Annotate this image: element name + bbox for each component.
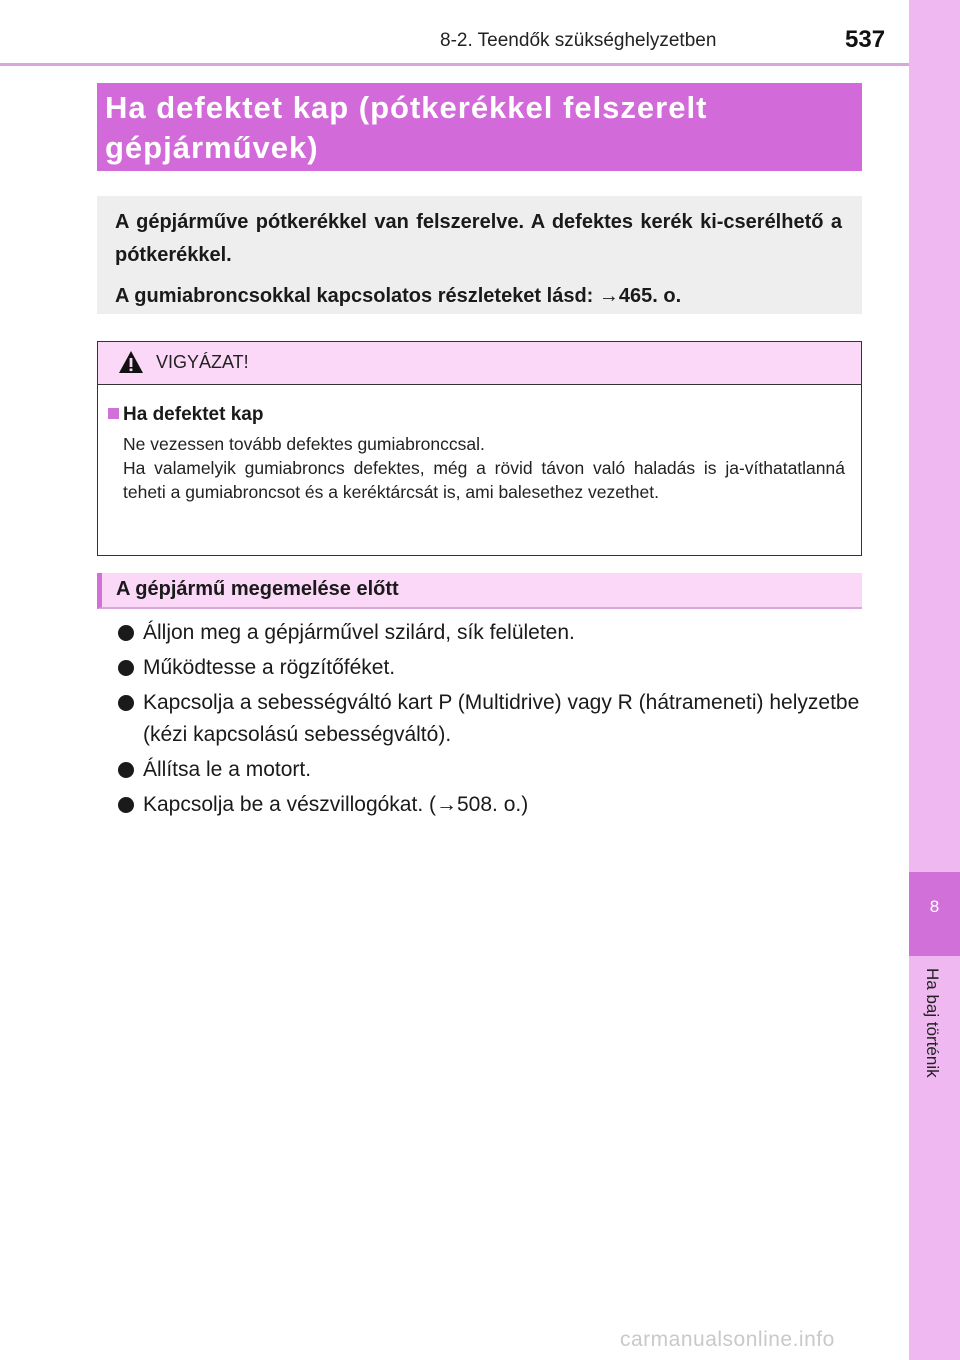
caution-title: VIGYÁZAT! [156,352,249,372]
bullet-icon [118,797,134,813]
warning-triangle-icon [118,350,144,374]
page-number: 537 [845,26,886,53]
bullet-icon [118,762,134,778]
step-list [118,617,860,824]
bullet-icon [118,695,134,711]
chapter-title: Ha baj történik [923,968,942,1078]
intro-paragraph: A gépjárműve pótkerékkel van felszerelve. A defektes kerék ki-cserélhető a pótkerékkel. [115,211,842,266]
list-item [118,754,860,786]
bullet-icon [118,660,134,676]
caution-line: Ha valamelyik gumiabroncs defektes, még a rövid távon való haladás is ja-víthatatlanná teheti a gumiabroncsot és a keréktárcsát is, ami balesethez vezethet. [123,458,845,502]
list-item [118,617,860,649]
chapter-side-tab [909,0,960,1360]
caution-body [123,432,845,504]
list-item [118,687,860,751]
caution-header [98,342,861,385]
caution-box [97,341,862,556]
list-item [118,652,860,684]
square-bullet-icon [108,408,119,419]
list-item-text: Állítsa le a motort. [143,758,312,781]
running-header-section: 8-2. Teendők szükséghelyzetben [440,30,717,51]
bullet-icon [118,625,134,641]
caution-line: Ne vezessen tovább defektes gumiabronccsal. [123,434,485,454]
list-item [118,789,860,821]
caution-subtitle-text: Ha defektet kap [123,404,264,425]
intro-box [97,196,862,314]
list-item-text: Működtesse a rögzítőféket. [143,656,396,679]
list-item-text: Kapcsolja a sebességváltó kart P (Multidrive) vagy R (hátrameneti) helyzetbe (kézi kapcsolású sebességváltó). [143,691,860,746]
watermark: carmanualsonline.info [620,1328,835,1351]
page-title: Ha defektet kap (pótkerékkel felszerelt gépjárművek) [97,83,862,171]
header-rule [0,63,909,66]
chapter-number: 8 [929,897,940,916]
list-item-text: Álljon meg a gépjárművel szilárd, sík felületen. [143,621,575,644]
intro-reference: A gumiabroncsokkal kapcsolatos részleteket lásd: →465. o. [115,285,682,307]
caution-subtitle [108,404,263,426]
list-item-text: Kapcsolja be a vészvillogókat. (→508. o.) [143,793,529,816]
section-heading: A gépjármű megemelése előtt [97,573,862,609]
